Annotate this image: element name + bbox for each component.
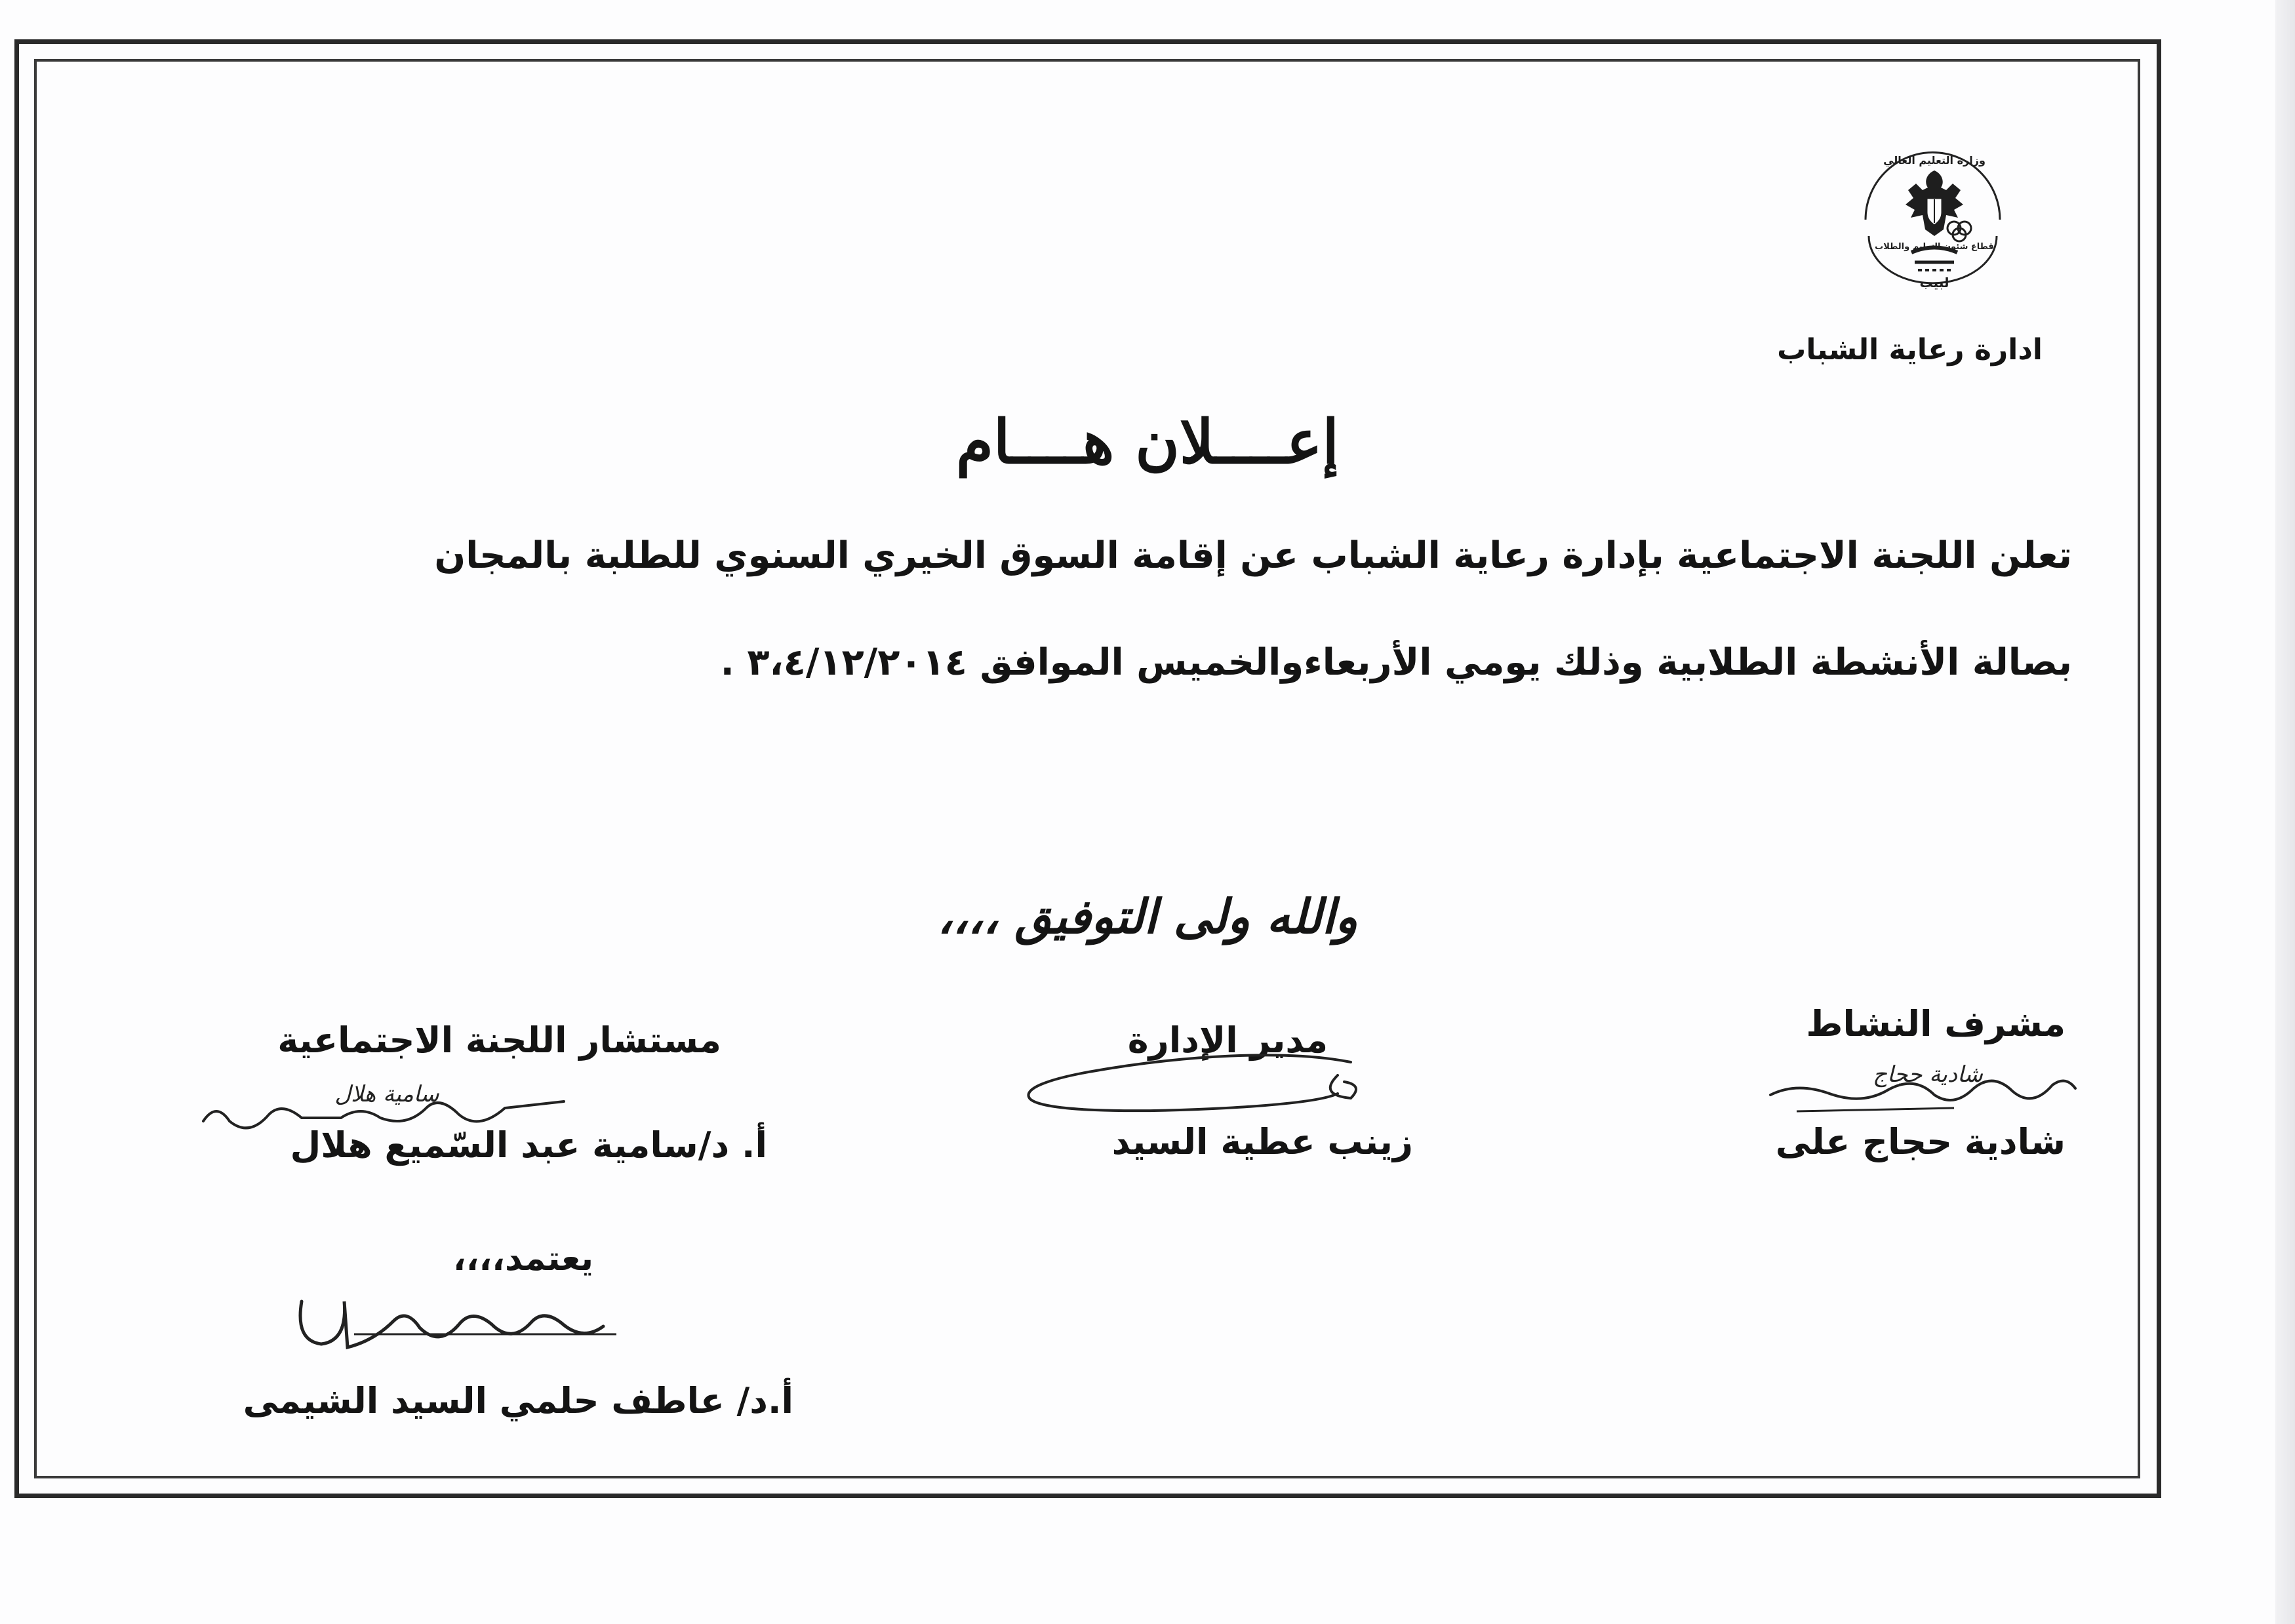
advisor-name: أ. د/سامية عبد السّميع هلال (290, 1124, 767, 1166)
announcement-title: إعــــلان هــــام (955, 406, 1340, 477)
director-signature (1010, 1036, 1377, 1134)
eagle-emblem-icon (1843, 144, 2026, 302)
emblem-caption-3: لبيب (1919, 275, 1949, 290)
director-name: زينب عطية السيد (1111, 1121, 1413, 1162)
dean-signature (275, 1262, 629, 1374)
department-name: ادارة رعاية الشباب (1777, 333, 2043, 366)
supervisor-title: مشرف النشاط (1806, 1003, 2066, 1044)
advisor-title: مستشار اللجنة الاجتماعية (277, 1020, 721, 1061)
dean-name: أ.د/ عاطف حلمي السيد الشيمى (243, 1380, 793, 1421)
director-title: مدير الإدارة (1127, 1020, 1328, 1061)
supervisor-signature-text: شادية حجاج (1873, 1061, 1983, 1088)
advisor-signature-text: سامية هلال (334, 1081, 439, 1107)
supervisor-signature (1757, 1056, 2085, 1128)
scan-edge (2275, 0, 2295, 1624)
body-line-1: تعلن اللجنة الاجتماعية بإدارة رعاية الشباب عن إقامة السوق الخيري السنوي للطلبة بالمجان (434, 534, 2072, 577)
approval-label: يعتمد،،،، (452, 1239, 593, 1278)
emblem-caption-1: وزارة التعليم العالي (1883, 154, 1986, 167)
supervisor-name: شادية حجاج على (1775, 1121, 2066, 1162)
closing-phrase: والله ولى التوفيق ،،،، (937, 888, 1358, 944)
emblem-caption-2: قطاع شئون التعليم والطلاب (1875, 242, 1994, 252)
body-line-2: بصالة الأنشطة الطلابية وذلك يومي الأربعاءوالخميس الموافق ٣،٤/١٢/٢٠١٤ . (720, 641, 2072, 684)
